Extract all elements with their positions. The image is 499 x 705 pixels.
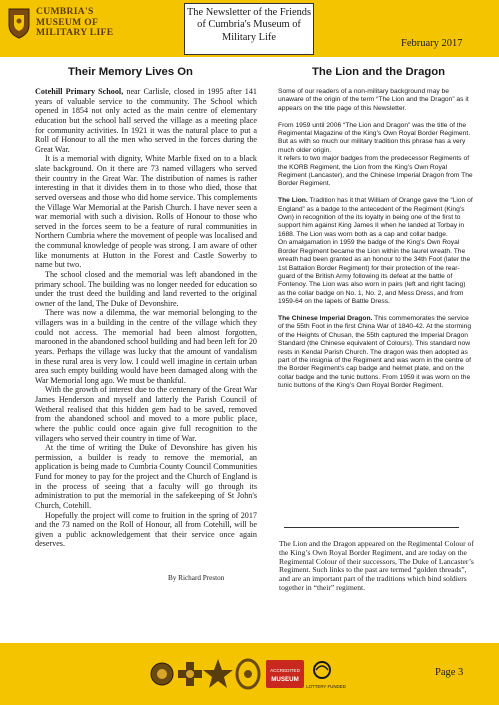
paragraph: There was now a dilemma, the war memorial belonging to the villagers was in a building in the centre of the village which they could not access. The memorial had been almost forgotten, marooned in the abandoned school building and had been left for 20 years. Perhaps the village was lucky that the amount of vandalism in these rural area is very low. I could well imagine in certain urban area such empty building would have been damaged along with the War Memorial long ago. We must be thankful. <box>35 308 257 385</box>
star-badge-icon <box>203 659 233 688</box>
page-number: Page 3 <box>435 667 464 678</box>
paragraph: Hopefully the project will come to fruition in the spring of 2017 and the 73 named on the Roll of Honour, all from Cotehill, will be given a public acknowledgement that their service once again deserves. <box>35 510 257 549</box>
newsletter-title-line: Military Life <box>222 31 276 43</box>
paragraph: It is a memorial with dignity, White Marble fixed on to a black slate background. On it there are 73 named villagers who served their country in the Great War. The distribution of names is rather interesting in that it divides them in to those who died, those that served overseas and those who did home service. This complements the Village War Memorial at the Parish Church. I have never seen a war memorial with such a division. Rolls of Honour to those who served in the forces seem to be a feature of rural communities in Northern Cumbria where the movement of people was localised and the communal knowledge of people was strong. I am aware of other like monuments at Hutton in the Forest and Castle Sowerby to name but two. <box>35 154 257 270</box>
newsletter-title-line: of Cumbria's Museum of <box>197 19 301 31</box>
museum-logo-text: CUMBRIA'S MUSEUM OF MILITARY LIFE <box>36 6 114 39</box>
left-article-body <box>35 87 257 549</box>
paragraph: The school closed and the memorial was left abandoned in the primary school. The building was no longer needed for education so under the trust deed the building and land reverted to the original owner of the land, The Duke of Devonshire. <box>35 269 257 308</box>
paragraph: Cotehill Primary School, near Carlisle, closed in 1995 after 141 years of valuable service to the community. The School which opened in 1854 not only acted as the main centre of elementary education but the school hall served the village as a meeting place for community activities. In 1921 it was the natural place to put a Roll of Honour to all the men who served in the forces during the Great War. <box>35 87 257 154</box>
wreath-badge-icon <box>237 660 259 688</box>
paragraph: Some of our readers of a non-military background may be unaware of the origin of the term “The Lion and the Dragon” as it appears on the title page of this Newsletter. <box>278 88 469 112</box>
regimental-badges <box>150 654 346 694</box>
divider <box>284 527 459 528</box>
dragon-label: The Chinese Imperial Dragon. <box>278 314 373 322</box>
byline: By Richard Preston <box>168 574 225 582</box>
cross-badge-icon <box>178 662 202 686</box>
newsletter-title-box <box>184 3 314 55</box>
svg-text:ACCREDITED: ACCREDITED <box>270 668 300 673</box>
issue-date: February 2017 <box>401 38 463 49</box>
accredited-museum-badge <box>266 660 304 688</box>
museum-logo <box>6 6 113 40</box>
lion-label: The Lion. <box>278 197 308 205</box>
right-article-heading: The Lion and the Dragon <box>312 66 446 78</box>
hlf-logo <box>306 662 346 689</box>
left-article-heading: Their Memory Lives On <box>68 66 193 78</box>
crest-icon <box>6 6 32 40</box>
lead-bold: Cotehill Primary School, <box>35 87 124 96</box>
paragraph: At the time of writing the Duke of Devonshire has given his permission, a builder is ready to remove the memorial, an application is being made to Cumbria County Council Communities Fund for money to pay for the project and the Church of England is in the process of seeing that a faculty will go through its administration to put the memorial in the safekeeping of St John's Church, Cotehill. <box>35 443 257 510</box>
paragraph: The Lion. Tradition has it that William of Orange gave the “Lion of England” as a badge to the antecedent of the Regiment (King’s Own) in recognition of the its loyalty in being one of the first to support him against King James II when he landed at Torbay in 1688. The Lion was worn both as a cap and collar badge. On amalgamation in 1959 the badge of the King’s Own Royal Border Regiment became the Lion within the laurel wreath. The wreath had been granted as an honour to the 34th Foot (later the 1st Battalion Border Regiment) for their protection of the rear-guard of the British Army following its defeat at the battle of Fontenoy. The Lion was also worn in pairs (left and right facing) as the collar badge on No. 1, No. 2, and Mess Dress, and from 1959-64 on the lapels of Battle Dress. <box>278 197 473 306</box>
paragraph: From 1959 until 2006 “The Lion and Dragon” was the title of the Regimental Magazine of the King’s Own Royal Border Regiment. But as with so much our military tradition this phrase has a very much older origin. It refers to two major badges from the predecessor Regiments of the KORB Regiment, the Lion from the King’s Own Royal Regiment (Lancaster), and the Chinese Imperial Dragon from The Border Regiment. <box>278 121 473 188</box>
closing-paragraph: The Lion and the Dragon appeared on the Regimental Colour of the King’s Own Royal Border Regiment, and are today on the Regimental Colour of their successors, The Duke of Lancaster’s Regiment. Such links to the past are termed “golden threads”, and are an important part of the traditions which bind soldiers together in “their” regiment. <box>279 539 474 592</box>
svg-text:MUSEUM: MUSEUM <box>271 676 299 683</box>
newsletter-title-line: The Newsletter of the Friends <box>186 7 312 18</box>
svg-text:LOTTERY FUNDED: LOTTERY FUNDED <box>306 684 346 689</box>
regiment-crest-icon <box>151 663 173 685</box>
paragraph: The Chinese Imperial Dragon. This commemorates the service of the 55th Foot in the first China War of 1840-42. At the storming of the Heights of Chusan, the 55th captured the Imperial Dragon Standard (the Chinese equivalent of Colours). This standard now rests in Kendal Parish Church. The dragon was then adopted as part of the insignia of the Regiment and was worn in the centre of the Border Regiment’s cap badge and helmet plate, and on the collar badge and the tunic buttons. From 1959 it was worn on the tunic buttons of the King’s Own Royal Border Regiment. <box>278 314 472 390</box>
right-article-body <box>278 88 473 399</box>
paragraph: With the growth of interest due to the centenary of the Great War James Henderson and myself and latterly the Parish Council of Wetheral realised that this hidden gem had to be saved, removed from the abandoned school and moved to a more public place, where the public could once again give full recognition to the villagers who served their country in time of War. <box>35 385 257 443</box>
